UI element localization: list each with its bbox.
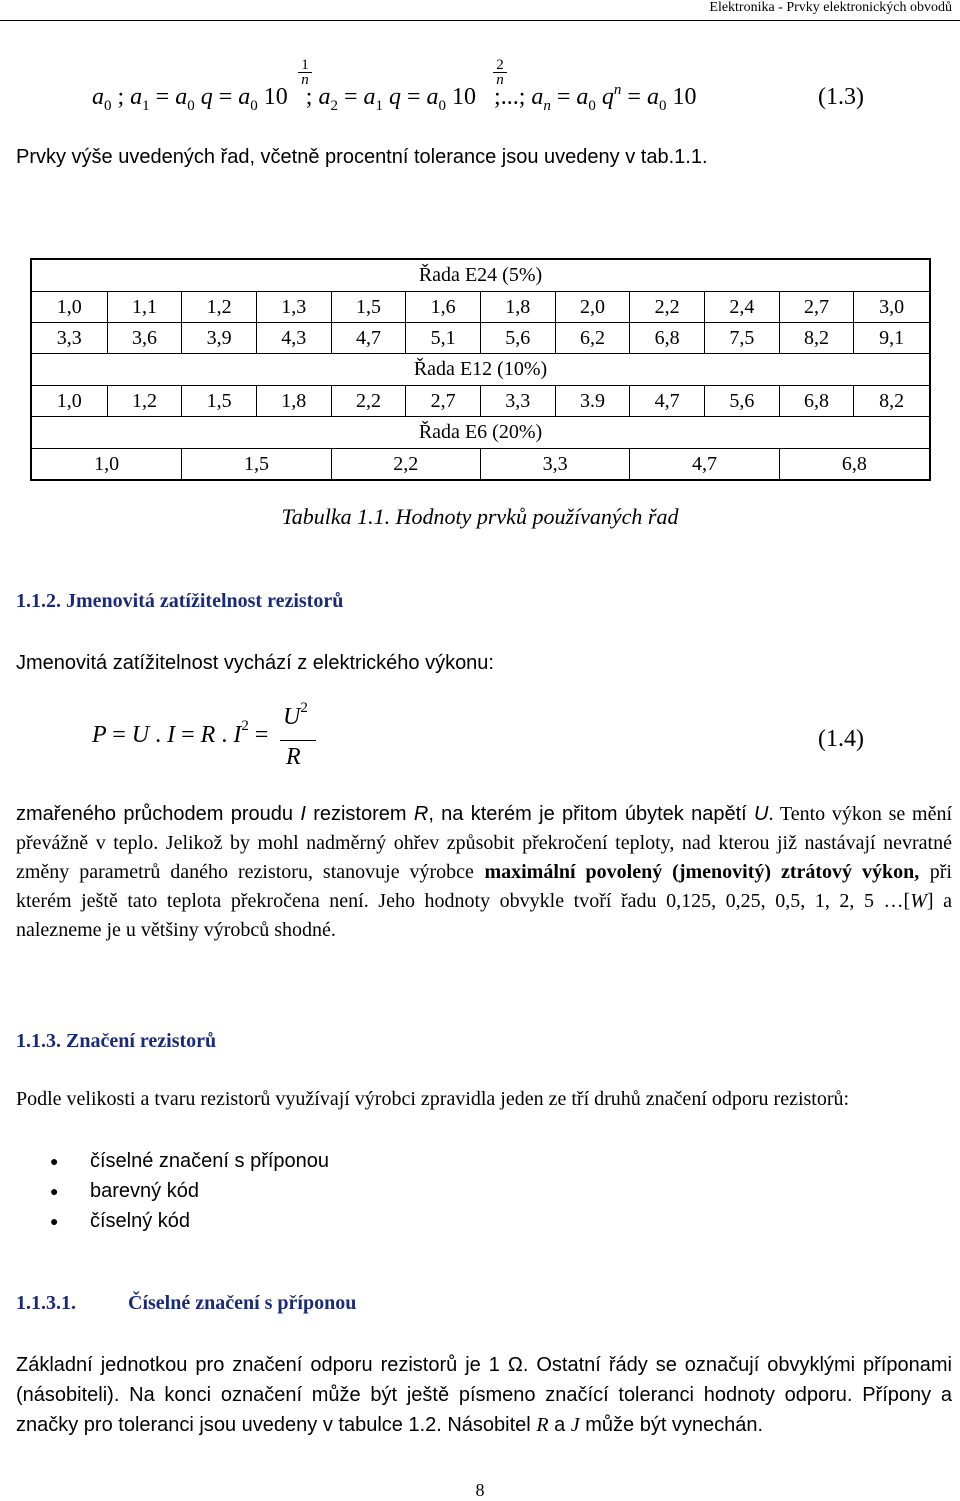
equation-number-1-3: (1.3)	[818, 84, 864, 110]
e24-cell: 5,1	[406, 323, 481, 354]
e12-cell: 5,6	[704, 386, 779, 417]
e6-cell: 1,5	[182, 449, 331, 481]
e24-cell: 1,6	[406, 292, 481, 323]
e6-cell: 1,0	[31, 449, 182, 481]
e12-cell: 1,5	[182, 386, 257, 417]
e6-cell: 2,2	[331, 449, 480, 481]
e24-cell: 3,9	[182, 323, 257, 354]
e24-cell: 2,7	[779, 292, 854, 323]
e12-cell: 2,2	[331, 386, 406, 417]
e24-cell: 3,3	[31, 323, 107, 354]
e6-title: Řada E6 (20%)	[31, 417, 930, 449]
e24-cell: 1,0	[31, 292, 107, 323]
e24-cell: 7,5	[704, 323, 779, 354]
e12-cell: 2,7	[406, 386, 481, 417]
e24-cell: 1,3	[256, 292, 331, 323]
page-number: 8	[475, 1480, 485, 1500]
e24-cell: 8,2	[779, 323, 854, 354]
e6-row	[31, 449, 930, 481]
e24-cell: 1,1	[107, 292, 182, 323]
e6-cell: 3,3	[480, 449, 629, 481]
fraction-numerator: $U^2$	[283, 700, 308, 730]
e24-cell: 4,3	[256, 323, 331, 354]
e24-cell: 2,4	[704, 292, 779, 323]
e24-cell: 1,8	[480, 292, 555, 323]
e24-cell: 5,6	[480, 323, 555, 354]
table-caption: Tabulka 1.1. Hodnoty prvků používaných řad	[281, 504, 679, 529]
section-1-1-3-intro: Podle velikosti a tvaru rezistorů využívají výrobci zpravidla jeden ze tří druhů značení odporu rezistorů:	[16, 1088, 850, 1110]
heading-1-1-3: 1.1.3. Značení rezistorů	[16, 1030, 217, 1052]
e12-cell: 1,2	[107, 386, 182, 417]
e12-cell: 6,8	[779, 386, 854, 417]
e12-cell: 8,2	[854, 386, 930, 417]
e12-title: Řada E12 (10%)	[31, 354, 930, 386]
e12-row	[31, 386, 930, 417]
e24-cell: 3,0	[854, 292, 930, 323]
e6-cell: 4,7	[630, 449, 779, 481]
e24-cell: 2,0	[555, 292, 630, 323]
e12-cell: 4,7	[630, 386, 705, 417]
section-1-1-3-1-body: Základní jednotkou pro značení odporu rezistorů je 1 Ω. Ostatní řády se označují obvyklými příponami (násobiteli). Na konci označení může být ještě písmeno značící toleranci hodnoty odporu. Přípony a značky pro toleranci jsou uvedeny v tabulce 1.2. Násobitel R a J může být vynechán.	[16, 1354, 952, 1436]
e12-cell: 3.9	[555, 386, 630, 417]
list-item: ● číselný kód	[50, 1206, 329, 1236]
e12-cell: 1,8	[256, 386, 331, 417]
e24-row-2	[31, 323, 930, 354]
section-1-1-2-body: zmařeného průchodem proudu I rezistorem R, na kterém je přitom úbytek napětí U. Tento výkon se mění převážně v teplo. Jelikož by mohl nadměrný ohřev způsobit překročení teploty, nad kterou již nastávají nevratné změny parametrů daného rezistoru, stanovuje výrobce maximální povolený (jmenovitý) ztrátový výkon, při kterém ještě tato teplota překročena není. Jeho hodnoty obvykle tvoří řadu 0,125, 0,25, 0,5, 1, 2, 5 …[W] a nalezneme je u většiny výrobců shodné.	[16, 803, 953, 941]
list-item: ● barevný kód	[50, 1176, 329, 1206]
equation-number-1-4: (1.4)	[818, 726, 864, 752]
running-header: Elektronika - Prvky elektronických obvodů	[709, 0, 952, 15]
fraction-denominator: R	[286, 744, 301, 770]
e24-cell: 9,1	[854, 323, 930, 354]
fraction-bar	[280, 740, 316, 741]
e12-cell: 3,3	[480, 386, 555, 417]
marking-types-list	[50, 1146, 329, 1236]
e24-cell: 4,7	[331, 323, 406, 354]
e24-cell: 6,8	[630, 323, 705, 354]
e12-cell: 1,0	[31, 386, 107, 417]
e24-cell: 1,5	[331, 292, 406, 323]
formula-1-3-line: $a_0$ ; $a_1 = a_0$ $q = a_0$ 10 ; $a_2 = a_1$ $q = a_0$ 10 ;...; $a_n = a_0$ $q^n = a_0$ 10	[92, 82, 697, 114]
e24-cell: 3,6	[107, 323, 182, 354]
e6-cell: 6,8	[779, 449, 930, 481]
heading-1-1-3-1-number: 1.1.3.1.	[16, 1292, 76, 1314]
exp-2-over-n: $\frac{2}{n}$	[493, 58, 507, 87]
e24-cell: 1,2	[182, 292, 257, 323]
list-item: ● číselné značení s příponou	[50, 1146, 329, 1176]
header-rule	[0, 20, 960, 21]
exp-1-over-n: $\frac{1}{n}$	[298, 58, 312, 87]
heading-1-1-3-1-title: Číselné značení s příponou	[128, 1292, 357, 1314]
e24-row-1	[31, 292, 930, 323]
intro-text: Prvky výše uvedených řad, včetně procentní tolerance jsou uvedeny v tab.1.1.	[16, 146, 708, 168]
heading-1-1-2: 1.1.2. Jmenovitá zatížitelnost rezistorů	[16, 590, 344, 612]
section-1-1-2-intro: Jmenovitá zatížitelnost vychází z elektrického výkonu:	[16, 652, 494, 674]
resistor-series-table	[30, 258, 931, 481]
e24-title: Řada E24 (5%)	[31, 259, 930, 292]
e24-cell: 2,2	[630, 292, 705, 323]
e24-cell: 6,2	[555, 323, 630, 354]
